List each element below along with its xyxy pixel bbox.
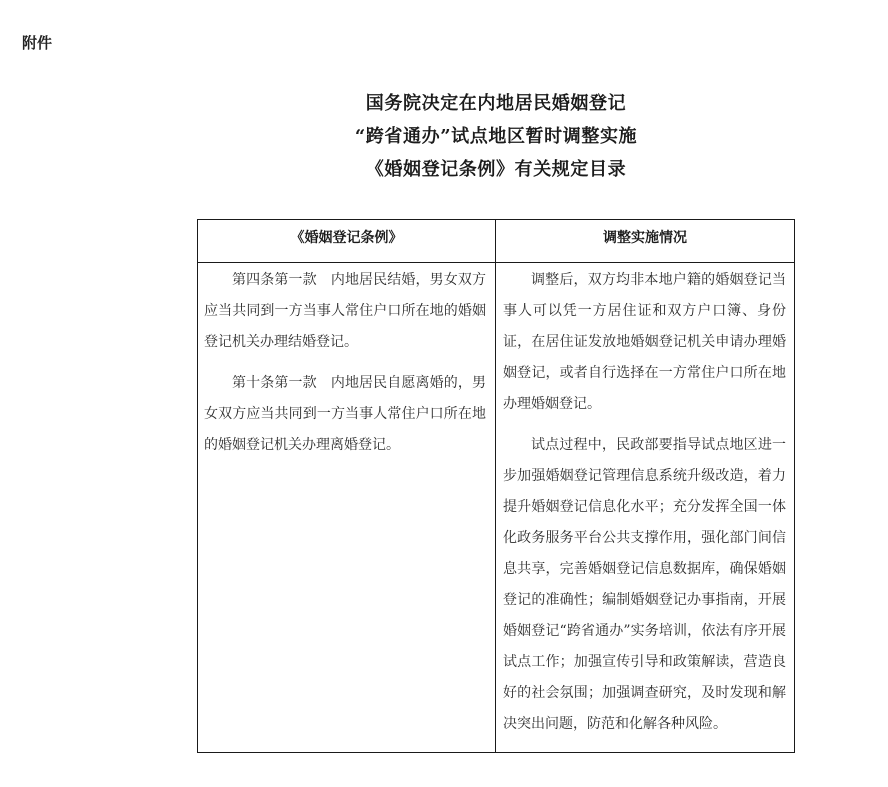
attachment-label: 附件 — [22, 34, 53, 52]
regulation-paragraph: 第十条第一款 内地居民自愿离婚的，男女双方应当共同到一方当事人常住户口所在地的婚姻登记机关办理离婚登记。 — [204, 375, 486, 453]
title-line-2: “跨省通办”试点地区暂时调整实施 — [354, 126, 638, 147]
regulation-cell — [198, 263, 496, 752]
title-line-1: 国务院决定在内地居民婚姻登记 — [365, 93, 627, 114]
table-header-regulation: 《婚姻登记条例》 — [198, 220, 496, 263]
adjustment-paragraph: 调整后，双方均非本地户籍的婚姻登记当事人可以凭一方居住证和双方户口簿、身份证，在居住证发放地婚姻登记机关申请办理婚姻登记，或者自行选择在一方常住户口所在地办理婚姻登记。 — [503, 272, 786, 412]
title-line-3: 《婚姻登记条例》有关规定目录 — [365, 159, 627, 180]
table-header-adjustment: 调整实施情况 — [496, 220, 794, 263]
regulations-table — [197, 219, 795, 753]
adjustment-cell — [496, 263, 794, 752]
regulation-paragraph: 第四条第一款 内地居民结婚，男女双方应当共同到一方当事人常住户口所在地的婚姻登记机关办理结婚登记。 — [204, 272, 486, 350]
adjustment-paragraph: 试点过程中，民政部要指导试点地区进一步加强婚姻登记管理信息系统升级改造，着力提升婚姻登记信息化水平；充分发挥全国一体化政务服务平台公共支撑作用，强化部门间信息共享，完善婚姻登记信息数据库，确保婚姻登记的准确性；编制婚姻登记办事指南，开展婚姻登记“跨省通办”实务培训，依法有序开展试点工作；加强宣传引导和政策解读，营造良好的社会氛围；加强调查研究，及时发现和解决突出问题，防范和化解各种风险。 — [503, 437, 786, 732]
document-title — [197, 87, 795, 186]
